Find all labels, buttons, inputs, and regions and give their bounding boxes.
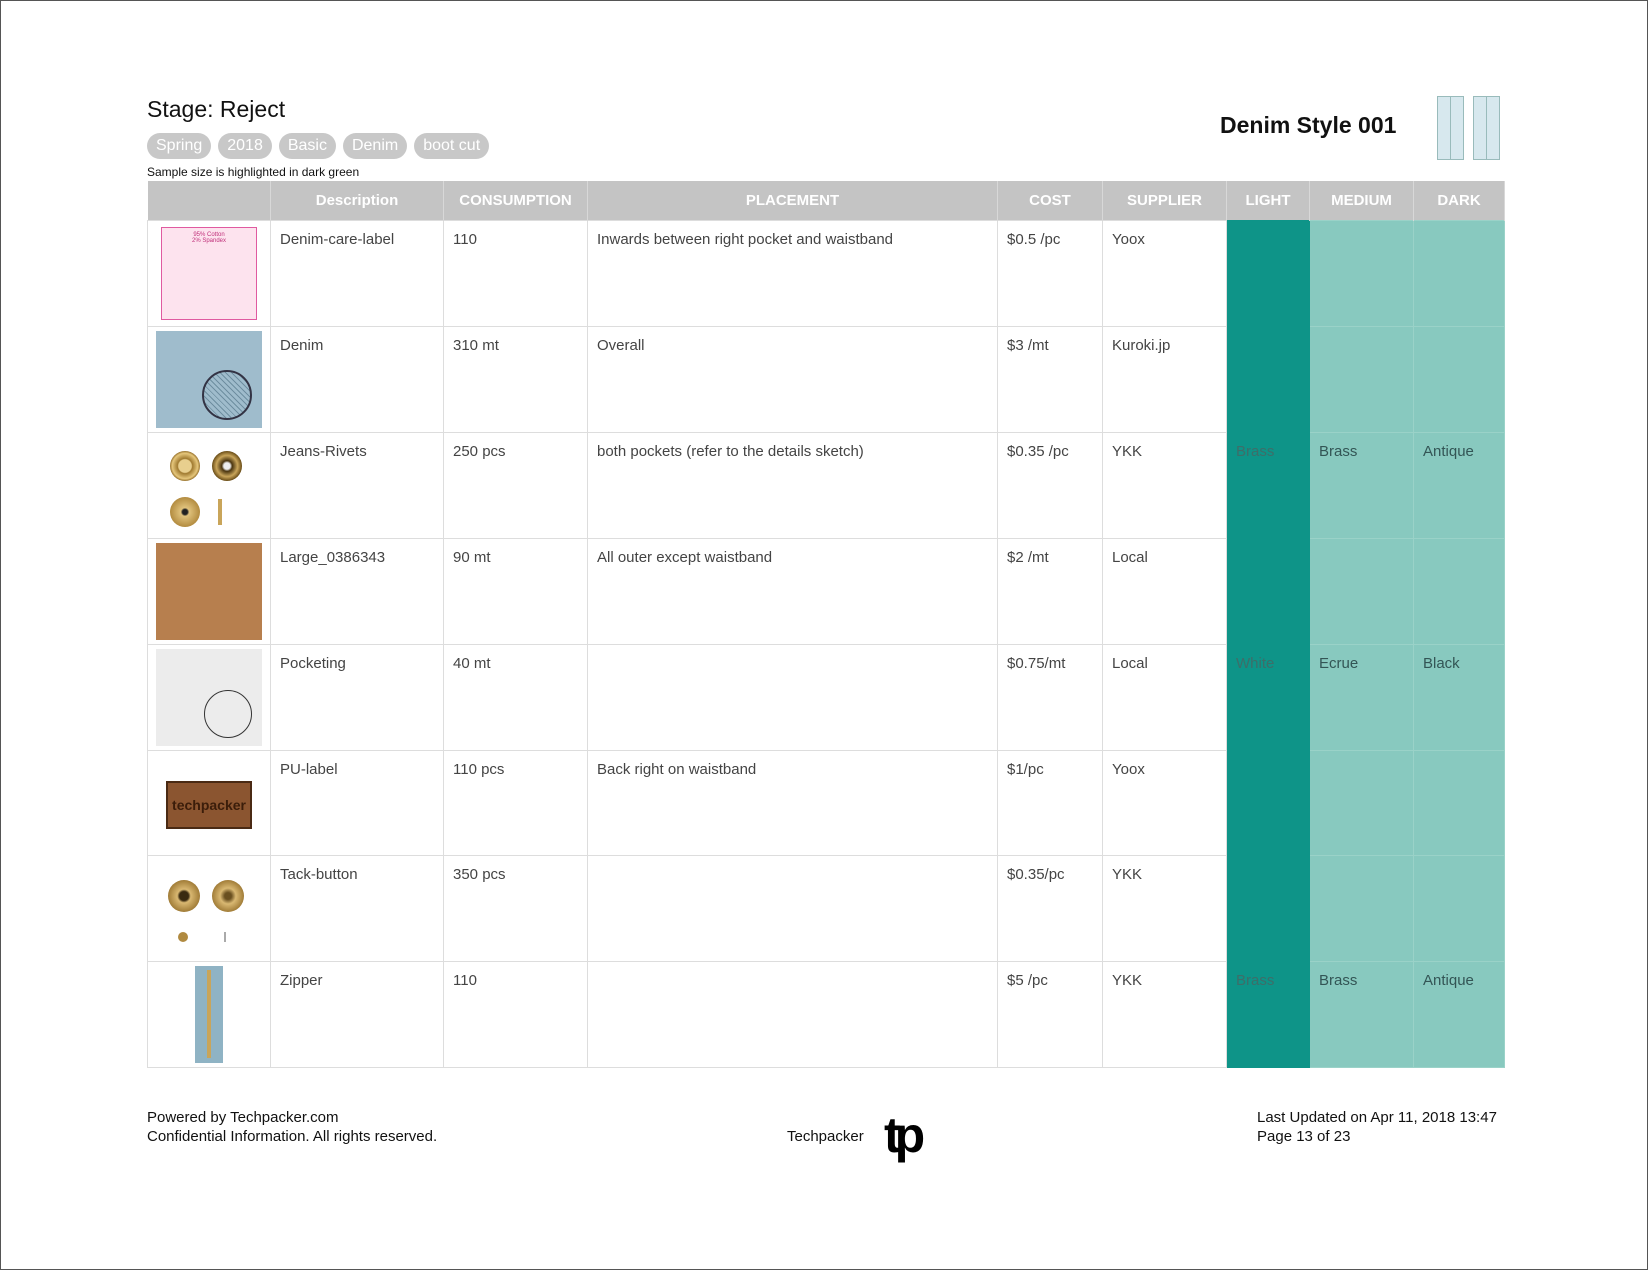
light-cell bbox=[1227, 221, 1310, 327]
consumption-cell: 40 mt bbox=[444, 645, 588, 751]
consumption-cell: 110 bbox=[444, 962, 588, 1068]
column-header: SUPPLIER bbox=[1103, 181, 1227, 221]
supplier-cell: Local bbox=[1103, 645, 1227, 751]
zipper-thumbnail bbox=[148, 962, 271, 1068]
cost-cell: $2 /mt bbox=[998, 539, 1103, 645]
confidential-text: Confidential Information. All rights reserved. bbox=[147, 1128, 438, 1145]
table-row bbox=[148, 751, 1505, 856]
column-header: Description bbox=[271, 181, 444, 221]
tack-button-thumbnail bbox=[148, 856, 271, 962]
footer-left bbox=[147, 1108, 437, 1146]
pu-label-thumbnail: techpacker bbox=[148, 751, 271, 856]
sample-note: Sample size is highlighted in dark green bbox=[147, 165, 360, 179]
description-cell: Large_0386343 bbox=[271, 539, 444, 645]
light-cell bbox=[1227, 327, 1310, 433]
column-header: PLACEMENT bbox=[588, 181, 998, 221]
table-row bbox=[148, 962, 1505, 1068]
dark-cell bbox=[1414, 539, 1505, 645]
medium-cell: Brass bbox=[1310, 433, 1414, 539]
description-cell: Pocketing bbox=[271, 645, 444, 751]
placement-cell: Inwards between right pocket and waistband bbox=[588, 221, 998, 327]
last-updated: Last Updated on Apr 11, 2018 13:47 bbox=[1257, 1109, 1497, 1126]
description-cell: PU-label bbox=[271, 751, 444, 856]
care-label-thumbnail: 95% Cotton 2% Spandex bbox=[148, 221, 271, 327]
pocketing-thumbnail bbox=[148, 645, 271, 751]
jeans-sketch-image bbox=[1437, 92, 1500, 158]
rivets-thumbnail bbox=[148, 433, 271, 539]
light-cell bbox=[1227, 539, 1310, 645]
dark-cell: Antique bbox=[1414, 433, 1505, 539]
description-cell: Jeans-Rivets bbox=[271, 433, 444, 539]
medium-cell: Ecrue bbox=[1310, 645, 1414, 751]
supplier-cell: YKK bbox=[1103, 856, 1227, 962]
style-title: Denim Style 001 bbox=[1220, 112, 1397, 138]
consumption-cell: 310 mt bbox=[444, 327, 588, 433]
cost-cell: $3 /mt bbox=[998, 327, 1103, 433]
supplier-cell: Yoox bbox=[1103, 221, 1227, 327]
dark-cell bbox=[1414, 327, 1505, 433]
consumption-cell: 110 bbox=[444, 221, 588, 327]
dark-cell bbox=[1414, 221, 1505, 327]
dark-cell: Black bbox=[1414, 645, 1505, 751]
tag: Basic bbox=[279, 133, 336, 159]
cost-cell: $1/pc bbox=[998, 751, 1103, 856]
light-cell bbox=[1227, 751, 1310, 856]
tag: boot cut bbox=[414, 133, 489, 159]
powered-by-link[interactable]: Powered by Techpacker.com bbox=[147, 1109, 339, 1126]
medium-cell bbox=[1310, 751, 1414, 856]
column-header: DARK bbox=[1414, 181, 1505, 221]
supplier-cell: Local bbox=[1103, 539, 1227, 645]
medium-cell: Brass bbox=[1310, 962, 1414, 1068]
column-header bbox=[148, 181, 271, 221]
tag: 2018 bbox=[218, 133, 272, 159]
cost-cell: $0.35 /pc bbox=[998, 433, 1103, 539]
medium-cell bbox=[1310, 856, 1414, 962]
tag: Denim bbox=[343, 133, 407, 159]
supplier-cell: Yoox bbox=[1103, 751, 1227, 856]
description-cell: Tack-button bbox=[271, 856, 444, 962]
placement-cell: Back right on waistband bbox=[588, 751, 998, 856]
supplier-cell: YKK bbox=[1103, 433, 1227, 539]
tag-list bbox=[147, 133, 489, 159]
tag: Spring bbox=[147, 133, 211, 159]
denim-thumbnail bbox=[148, 327, 271, 433]
light-cell: Brass bbox=[1227, 962, 1310, 1068]
page-number: Page 13 of 23 bbox=[1257, 1128, 1351, 1145]
cost-cell: $0.35/pc bbox=[998, 856, 1103, 962]
table-row bbox=[148, 221, 1505, 327]
stage-title: Stage: Reject bbox=[147, 96, 286, 122]
description-cell: Zipper bbox=[271, 962, 444, 1068]
table-row bbox=[148, 433, 1505, 539]
leather-thumbnail bbox=[148, 539, 271, 645]
medium-cell bbox=[1310, 221, 1414, 327]
column-header: COST bbox=[998, 181, 1103, 221]
medium-cell bbox=[1310, 539, 1414, 645]
cost-cell: $5 /pc bbox=[998, 962, 1103, 1068]
column-header: MEDIUM bbox=[1310, 181, 1414, 221]
placement-cell: Overall bbox=[588, 327, 998, 433]
light-cell bbox=[1227, 856, 1310, 962]
placement-cell bbox=[588, 645, 998, 751]
footer-right bbox=[1257, 1108, 1497, 1146]
medium-cell bbox=[1310, 327, 1414, 433]
consumption-cell: 350 pcs bbox=[444, 856, 588, 962]
dark-cell: Antique bbox=[1414, 962, 1505, 1068]
column-header: CONSUMPTION bbox=[444, 181, 588, 221]
column-header: LIGHT bbox=[1227, 181, 1310, 221]
table-row bbox=[148, 539, 1505, 645]
cost-cell: $0.5 /pc bbox=[998, 221, 1103, 327]
consumption-cell: 90 mt bbox=[444, 539, 588, 645]
description-cell: Denim-care-label bbox=[271, 221, 444, 327]
table-row bbox=[148, 645, 1505, 751]
consumption-cell: 250 pcs bbox=[444, 433, 588, 539]
techpacker-logo: tp bbox=[884, 1107, 920, 1163]
light-cell: Brass bbox=[1227, 433, 1310, 539]
placement-cell bbox=[588, 962, 998, 1068]
supplier-cell: Kuroki.jp bbox=[1103, 327, 1227, 433]
table-row bbox=[148, 327, 1505, 433]
cost-cell: $0.75/mt bbox=[998, 645, 1103, 751]
dark-cell bbox=[1414, 856, 1505, 962]
placement-cell: All outer except waistband bbox=[588, 539, 998, 645]
dark-cell bbox=[1414, 751, 1505, 856]
bom-table bbox=[147, 181, 1505, 1068]
description-cell: Denim bbox=[271, 327, 444, 433]
supplier-cell: YKK bbox=[1103, 962, 1227, 1068]
consumption-cell: 110 pcs bbox=[444, 751, 588, 856]
light-cell: White bbox=[1227, 645, 1310, 751]
table-row bbox=[148, 856, 1505, 962]
placement-cell: both pockets (refer to the details sketch) bbox=[588, 433, 998, 539]
placement-cell bbox=[588, 856, 998, 962]
footer-brand: Techpacker bbox=[787, 1128, 864, 1145]
